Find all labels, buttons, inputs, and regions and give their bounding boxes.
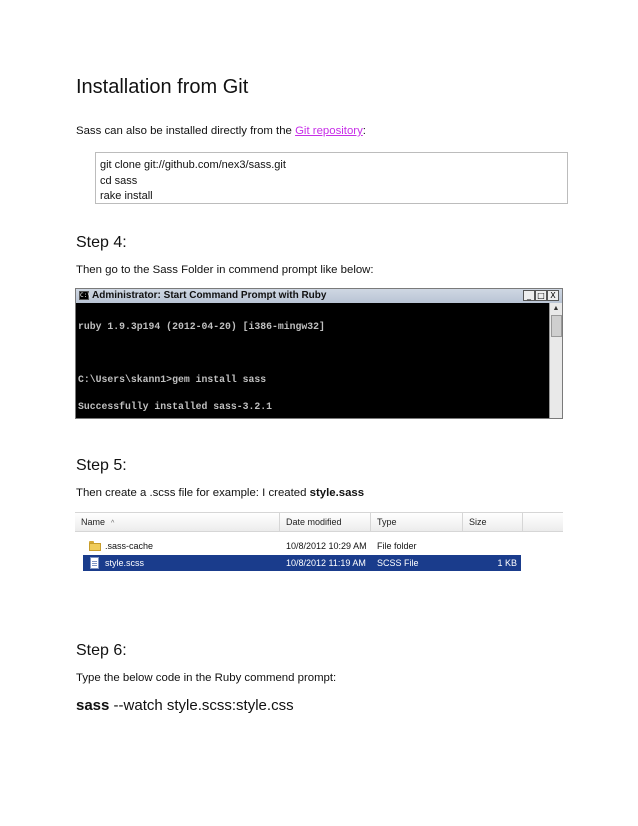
file-type: SCSS File	[377, 558, 419, 568]
console-title: Administrator: Start Command Prompt with Ruby	[92, 290, 327, 301]
step6-title: Step 6:	[76, 642, 127, 659]
step5-filename: style.sass	[309, 487, 365, 499]
folder-icon	[89, 541, 101, 551]
sort-ascending-icon: ^	[111, 520, 115, 527]
maximize-button[interactable]: □	[535, 290, 547, 301]
column-name-label: Name	[81, 517, 106, 527]
step4-text: Then go to the Sass Folder in commend prompt like below:	[76, 264, 374, 276]
step5-text	[76, 486, 364, 500]
explorer-column-header	[75, 512, 563, 532]
column-size[interactable]: Size	[463, 513, 523, 532]
file-size	[514, 538, 517, 554]
column-name[interactable]	[75, 513, 280, 532]
console-line: C:\Users\skann1>gem install sass	[78, 374, 267, 386]
git-repository-link[interactable]: Git repository	[295, 125, 363, 137]
step5-text-plain: Then create a .scss file for example: I created	[76, 487, 310, 499]
file-date: 10/8/2012 11:19 AM	[286, 558, 366, 568]
scroll-up-icon[interactable]: ▲	[552, 305, 560, 312]
file-type: File folder	[377, 541, 417, 551]
command-name: sass	[76, 697, 110, 714]
file-name: style.scss	[105, 558, 145, 568]
sass-watch-command	[76, 697, 294, 715]
step4-title: Step 4:	[76, 234, 127, 251]
console-line: ruby 1.9.3p194 (2012-04-20) [i386-mingw32]	[78, 320, 325, 332]
code-box	[95, 152, 568, 204]
code-line: rake install	[100, 190, 153, 202]
console-title-bar	[76, 289, 562, 303]
intro-text: Sass can also be installed directly from the	[76, 125, 296, 137]
console-output	[78, 305, 548, 417]
file-explorer-list	[75, 512, 563, 574]
file-row-style-scss[interactable]	[83, 555, 521, 571]
installation-intro	[76, 124, 366, 138]
command-args: --watch style.scss:style.css	[109, 697, 294, 714]
file-name: .sass-cache	[105, 541, 154, 551]
column-type[interactable]: Type	[371, 513, 463, 532]
console-app-icon: C:\	[80, 292, 91, 299]
scroll-thumb[interactable]	[551, 315, 562, 337]
intro-colon: :	[362, 125, 366, 137]
step6-text: Type the below code in the Ruby commend prompt:	[76, 672, 337, 684]
file-size: 1 KB	[497, 558, 517, 568]
console-line: Successfully installed sass-3.2.1	[78, 400, 273, 412]
file-row-sass-cache[interactable]	[83, 538, 521, 554]
step5-title: Step 5:	[76, 457, 127, 474]
code-line: git clone git://github.com/nex3/sass.git	[100, 159, 286, 171]
close-button[interactable]: X	[547, 290, 559, 301]
file-date: 10/8/2012 10:29 AM	[286, 541, 367, 551]
console-scrollbar[interactable]	[549, 303, 562, 418]
minimize-button[interactable]: _	[523, 290, 535, 301]
console-line	[78, 350, 548, 359]
column-date-modified[interactable]: Date modified	[280, 513, 371, 532]
file-icon	[90, 557, 99, 569]
code-line: cd sass	[100, 174, 138, 187]
command-prompt-window	[75, 288, 563, 419]
section-title-installation: Installation from Git	[76, 76, 249, 98]
